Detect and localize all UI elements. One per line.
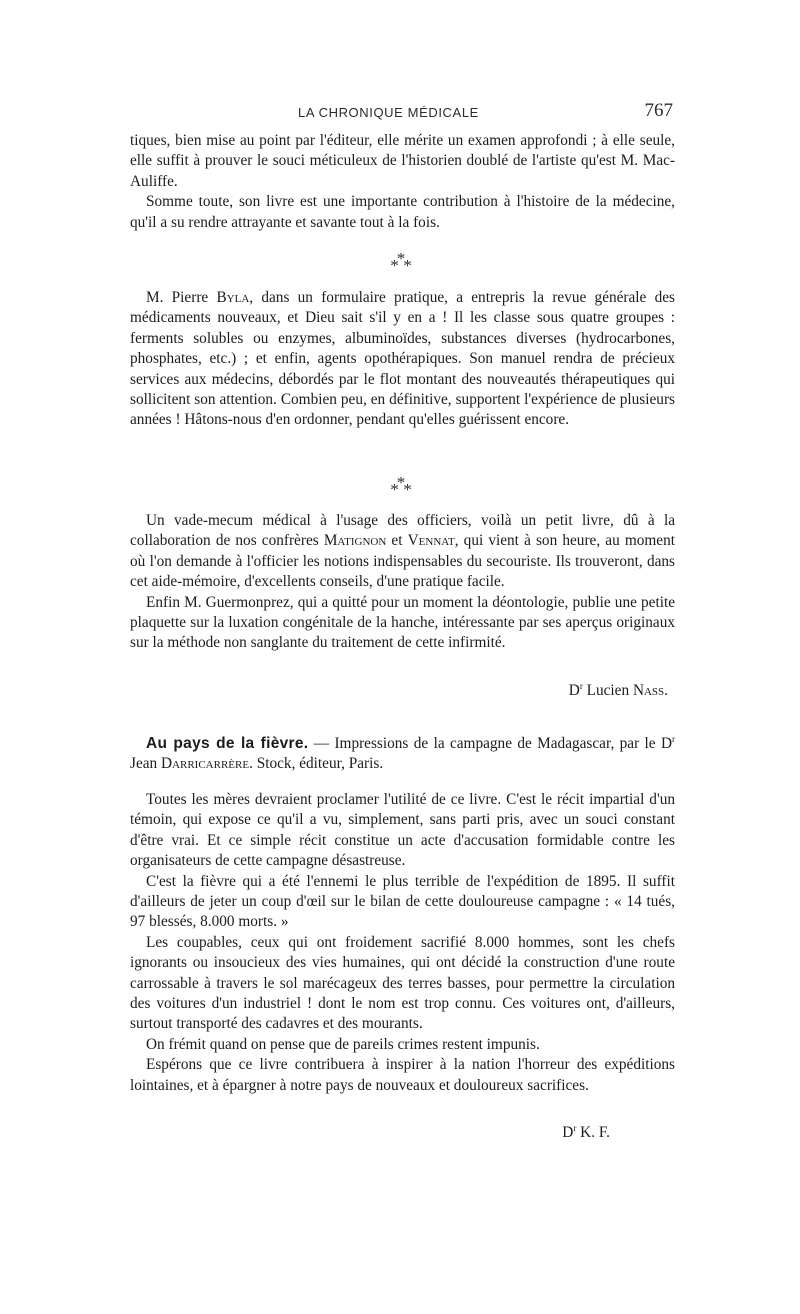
page-number: 767 [644, 100, 673, 121]
review-paragraph-5: Espérons que ce livre contribuera à inspirer à la nation l'horreur des expéditions lointaines, et à épargner à notre pays de nouveaux et douloureux sacrifices. [130, 1056, 675, 1094]
review-body [130, 790, 675, 1096]
intro-paragraph-2: Somme toute, son livre est une importante contribution à l'histoire de la médecine, qu'il a su rendre attrayante et savante tout à la fois. [130, 193, 675, 231]
byla-paragraph: M. Pierre Byla, dans un formulaire pratique, a entrepris la revue générale des médicaments nouveaux, et Dieu sait s'il y en a ! Il les classe sous quatre groupes : ferments solubles ou enzymes, albuminoïdes, substances diverses (hydrocarbones, phosphates, etc.) ; et enfin, agents opothérapiques. Son manuel rendra de précieux services aux médecins, débordés par le flot montant des nouveautés thérapeutiques qui sollicitent son attention. Combien peu, en définitive, supportent l'expérience de plusieurs années ! Hâtons-nous d'en ordonner, pendant qu'elles guérissent encore. [130, 289, 675, 429]
vademecum-paragraph-2: Enfin M. Guermonprez, qui a quitté pour un moment la déontologie, publie une petite plaquette sur la luxation congénitale de la hanche, intéressante par ses aperçus originaux sur la méthode non sanglante du traitement de cette infirmité. [130, 593, 675, 652]
review-paragraph-2: C'est la fièvre qui a été l'ennemi le plus terrible de l'expédition de 1895. Il suffit d'ailleurs de jeter un coup d'œil sur le bilan de cette douloureuse campagne : « 14 tués, 97 blessés, 8.000 morts. » [130, 872, 675, 931]
running-head [130, 100, 675, 125]
journal-title: LA CHRONIQUE MÉDICALE [298, 105, 479, 120]
section-asterism-1: *** [390, 249, 410, 275]
section-asterism-2: *** [390, 473, 410, 499]
byla-section [130, 288, 675, 431]
review-heading: Au pays de la fièvre. — Impressions de la campagne de Madagascar, par le $D^r$ Jean Darricarrère. Stock, éditeur, Paris. [130, 734, 676, 773]
vademecum-paragraph-1: Un vade-mecum médical à l'usage des officiers, voilà un petit livre, dû à la collaboration de nos confrères Matignon et Vennat, qui vient à son heure, au moment où l'on demande à l'officier les notions indispensables du secouriste. Ils trouveront, dans cet aide-mémoire, d'excellents conseils, d'une pratique facile. [130, 512, 675, 591]
author-darricarrere: Darricarrère. [161, 755, 253, 773]
intro-section [130, 131, 675, 233]
signature-kf: $D^r$ K. F. [562, 1123, 610, 1141]
signature-nass: $D^r$ Lucien Nass. [568, 681, 668, 699]
review-paragraph-4: On frémit quand on pense que de pareils crimes restent impunis. [146, 1035, 540, 1053]
review-title: Au pays de la fièvre. [146, 735, 309, 752]
review-paragraph-1: Toutes les mères devraient proclamer l'utilité de ce livre. C'est le récit impartial d'un témoin, qui expose ce qu'il a vu, simplement, sans parti pris, avec un souci constant d'être vrai. Et ce simple récit constitue un acte d'accusation formidable contre les organisateurs de cette campagne désastreuse. [130, 791, 675, 870]
author-byla: Byla [216, 289, 250, 306]
author-vennat: Vennat [407, 532, 455, 550]
intro-paragraph-1: tiques, bien mise au point par l'éditeur, elle mérite un examen approfondi ; à elle seule, elle suffit à prouver le souci méticuleux de l'historien doublé de l'artiste qu'est M. Mac-Auliffe. [130, 132, 675, 190]
review-paragraph-3: Les coupables, ceux qui ont froidement sacrifié 8.000 hommes, sont les chefs ignorants ou insoucieux des vies humaines, qui ont décidé la construction d'une route carrossable à travers le sol marécageux des terres basses, pour permettre la circulation des voitures d'un industriel ! dont le nom est trop connu. Ces voitures ont, d'ailleurs, surtout transporté des cadavres et des mourants. [130, 933, 675, 1033]
review-section [130, 734, 675, 775]
author-matignon: Matignon [323, 532, 387, 550]
vademecum-section [130, 511, 675, 654]
